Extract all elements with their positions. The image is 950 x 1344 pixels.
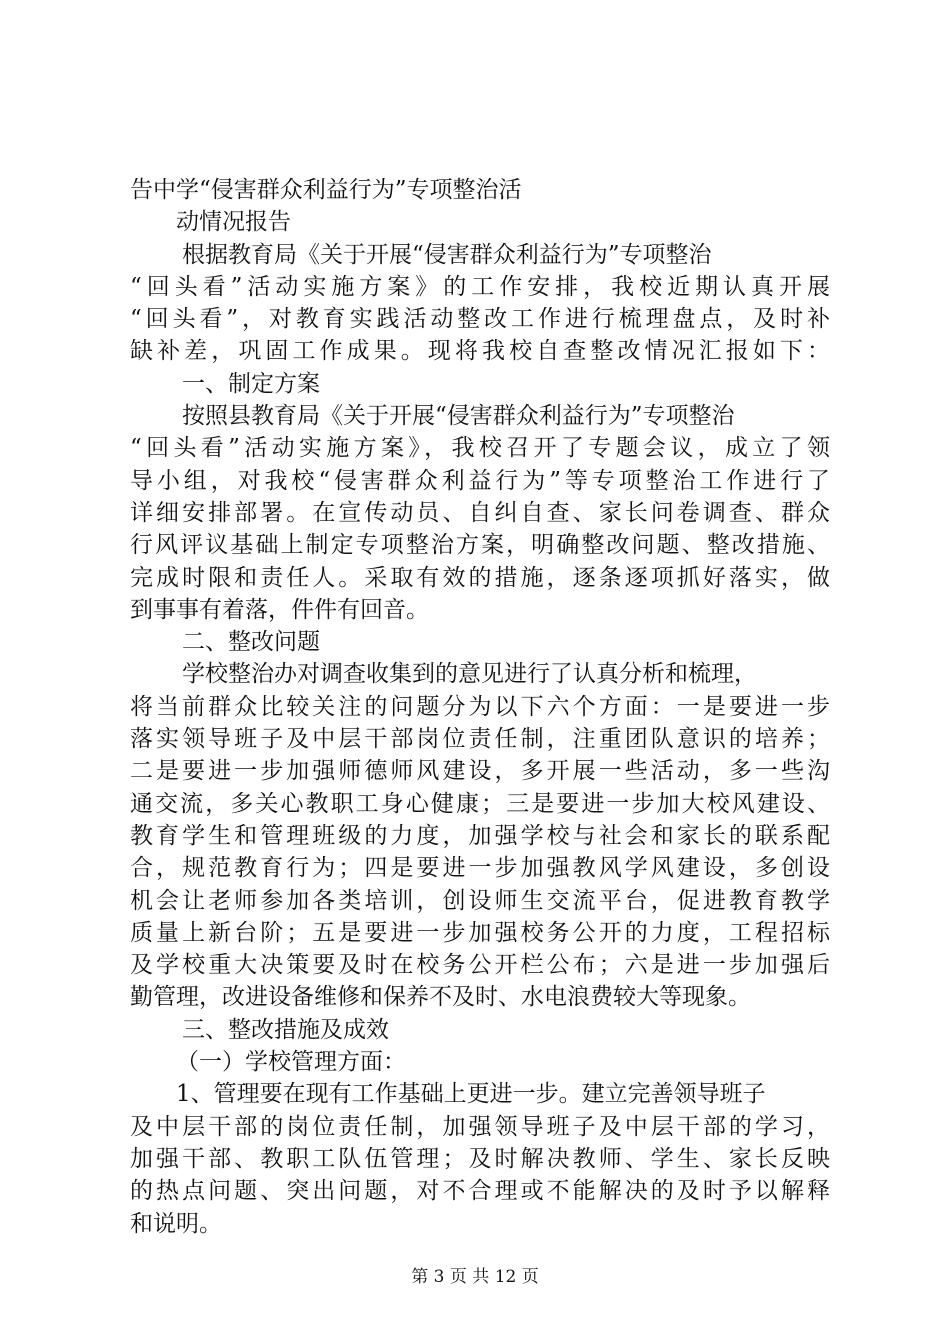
text-line: 机会让老师参加各类培训，创设师生交流平台，促进教育教学 (130, 887, 830, 914)
text-line: 行风评议基础上制定专项整治方案，明确整改问题、整改措施、 (130, 532, 830, 559)
text-line: 质量上新台阶；五是要进一步加强校务公开的力度，工程招标 (130, 919, 830, 946)
text-line: 及中层干部的岗位责任制，加强领导班子及中层干部的学习， (130, 1113, 830, 1140)
text-line: 缺补差，巩固工作成果。现将我校自查整改情况汇报如下： (130, 338, 830, 365)
document-body (130, 174, 830, 1240)
page-footer: 第 3 页 共 12 页 (411, 1267, 539, 1287)
text-line: “回头看”活动实施方案》的工作安排，我校近期认真开展 (130, 273, 830, 300)
text-line: 动情况报告 (176, 209, 291, 236)
text-line: 将当前群众比较关注的问题分为以下六个方面：一是要进一步 (130, 693, 830, 720)
text-line: 和说明。 (130, 1210, 222, 1237)
text-line: 根据教育局《关于开展“侵害群众利益行为”专项整治 (182, 241, 712, 268)
text-line: 的热点问题、突出问题，对不合理或不能解决的及时予以解释 (130, 1178, 830, 1205)
text-line: 1、管理要在现有工作基础上更进一步。建立完善领导班子 (176, 1081, 766, 1108)
text-line: 按照县教育局《关于开展“侵害群众利益行为”专项整治 (182, 403, 735, 430)
text-line: 三、整改措施及成效 (182, 1016, 389, 1043)
text-line: 导小组，对我校“侵害群众利益行为”等专项整治工作进行了 (130, 467, 830, 494)
text-line: 及学校重大决策要及时在校务公开栏公布；六是进一步加强后 (130, 952, 830, 979)
text-line: 加强干部、教职工队伍管理；及时解决教师、学生、家长反映 (130, 1145, 830, 1172)
text-line: 二是要进一步加强师德师风建设，多开展一些活动，多一些沟 (130, 758, 830, 785)
paragraph-lines (130, 174, 830, 1240)
text-line: 学校整治办对调查收集到的意见进行了认真分析和梳理， (182, 661, 757, 688)
text-line: （一）学校管理方面： (176, 1049, 406, 1076)
text-line: 通交流，多关心教职工身心健康；三是要进一步加大校风建设、 (130, 790, 830, 817)
text-line: “回头看”，对教育实践活动整改工作进行梳理盘点，及时补 (130, 306, 830, 333)
text-line: 二、整改问题 (182, 629, 320, 656)
text-line: 详细安排部署。在宣传动员、自纠自查、家长问卷调查、群众 (130, 499, 830, 526)
text-line: 合，规范教育行为；四是要进一步加强教风学风建设，多创设 (130, 855, 830, 882)
text-line: 教育学生和管理班级的力度，加强学校与社会和家长的联系配 (130, 822, 830, 849)
text-line: 落实领导班子及中层干部岗位责任制，注重团队意识的培养； (130, 726, 830, 753)
text-line: 完成时限和责任人。采取有效的措施，逐条逐项抓好落实，做 (130, 564, 830, 591)
text-line: 告中学“侵害群众利益行为”专项整治活 (130, 177, 522, 203)
text-line: 勤管理，改进设备维修和保养不及时、水电浪费较大等现象。 (130, 984, 751, 1011)
text-line: “回头看”活动实施方案》，我校召开了专题会议，成立了领 (130, 435, 830, 462)
text-line: 到事事有着落，件件有回音。 (130, 596, 429, 623)
text-line: 一、制定方案 (182, 370, 320, 397)
